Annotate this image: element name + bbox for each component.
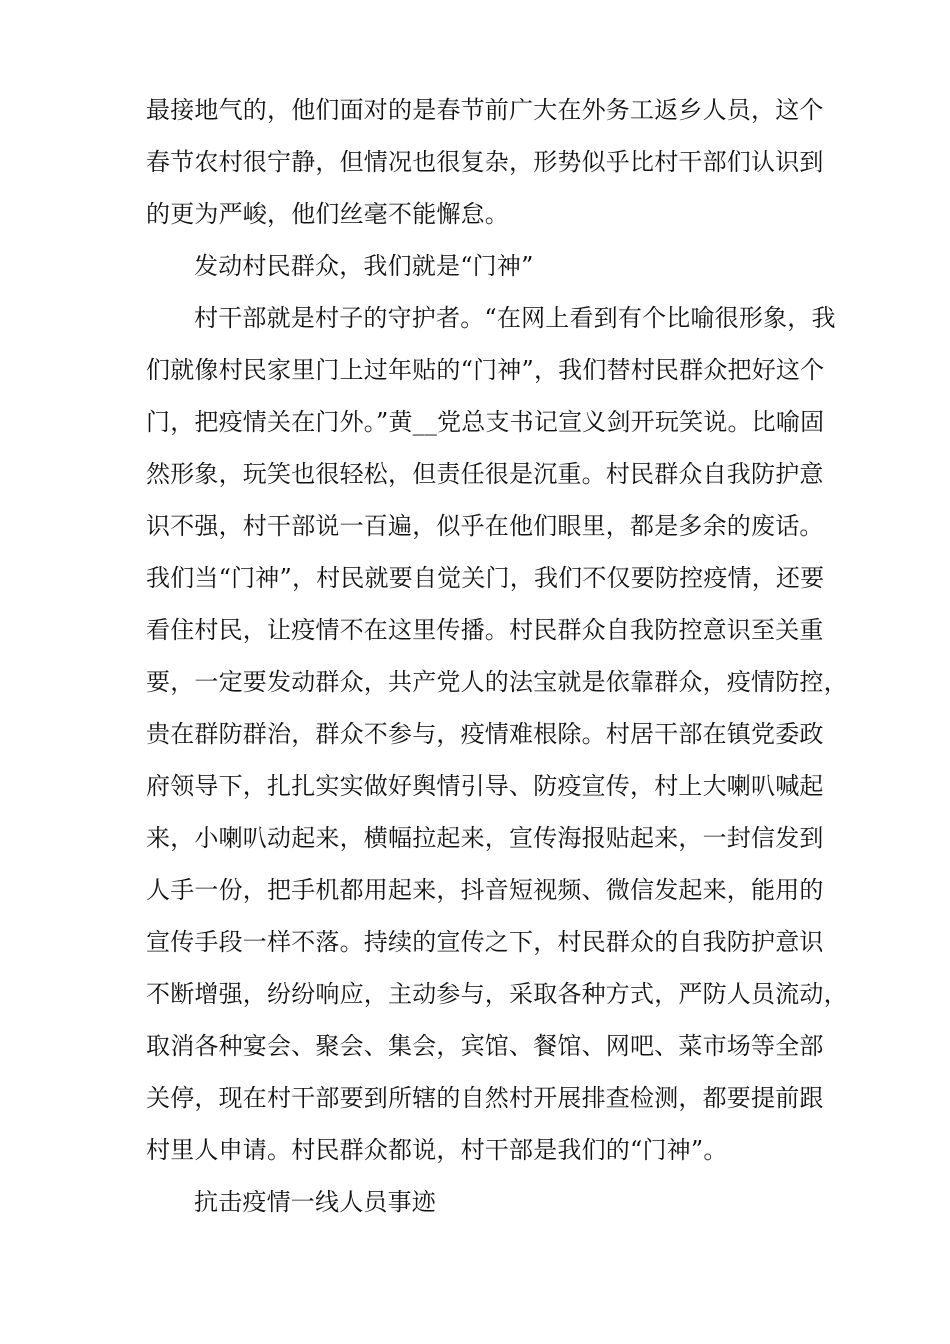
- paragraph-line: 要，一定要发动群众，共产党人的法宝就是依靠群众，疫情防控，: [146, 668, 848, 696]
- paragraph-line: 贵在群防群治，群众不参与，疫情难根除。村居干部在镇党委政: [146, 720, 824, 748]
- paragraph-line: 门，把疫情关在门外。”黄__党总支书记宣义剑开玩笑说。比喻固: [146, 408, 825, 436]
- paragraph-line: 人手一份，把手机都用起来，抖音短视频、微信发起来，能用的: [146, 876, 824, 904]
- paragraph-line: 的更为严峻，他们丝毫不能懈怠。: [146, 200, 509, 228]
- paragraph-line: 宣传手段一样不落。持续的宣传之下，村民群众的自我防护意识: [146, 928, 824, 956]
- paragraph-line: 府领导下，扎扎实实做好舆情引导、防疫宣传，村上大喇叭喊起: [146, 772, 824, 800]
- paragraph-line: 关停，现在村干部要到所辖的自然村开展排查检测，都要提前跟: [146, 1084, 824, 1112]
- paragraph-line: 们就像村民家里门上过年贴的“门神”，我们替村民群众把好这个: [146, 356, 825, 384]
- paragraph-line: 识不强，村干部说一百遍，似乎在他们眼里，都是多余的废话。: [146, 512, 824, 540]
- paragraph-line: 我们当“门神”，村民就要自觉关门，我们不仅要防控疫情，还要: [146, 564, 825, 592]
- paragraph-line: 来，小喇叭动起来，横幅拉起来，宣传海报贴起来，一封信发到: [146, 824, 824, 852]
- paragraph-line: 然形象，玩笑也很轻松，但责任很是沉重。村民群众自我防护意: [146, 460, 824, 488]
- section-heading: 抗击疫情一线人员事迹: [194, 1188, 436, 1216]
- section-heading: 发动村民群众，我们就是“门神”: [194, 252, 534, 280]
- paragraph-line: 取消各种宴会、聚会、集会，宾馆、餐馆、网吧、菜市场等全部: [146, 1032, 824, 1060]
- paragraph-line: 村干部就是村子的守护者。“在网上看到有个比喻很形象，我: [194, 304, 836, 332]
- paragraph-line: 村里人申请。村民群众都说，村干部是我们的“门神”。: [146, 1136, 728, 1164]
- paragraph-line: 春节农村很宁静，但情况也很复杂，形势似乎比村干部们认识到: [146, 148, 824, 176]
- paragraph-line: 最接地气的，他们面对的是春节前广大在外务工返乡人员，这个: [146, 96, 824, 124]
- paragraph-line: 不断增强，纷纷响应，主动参与，采取各种方式，严防人员流动，: [146, 980, 848, 1008]
- paragraph-line: 看住村民，让疫情不在这里传播。村民群众自我防控意识至关重: [146, 616, 824, 644]
